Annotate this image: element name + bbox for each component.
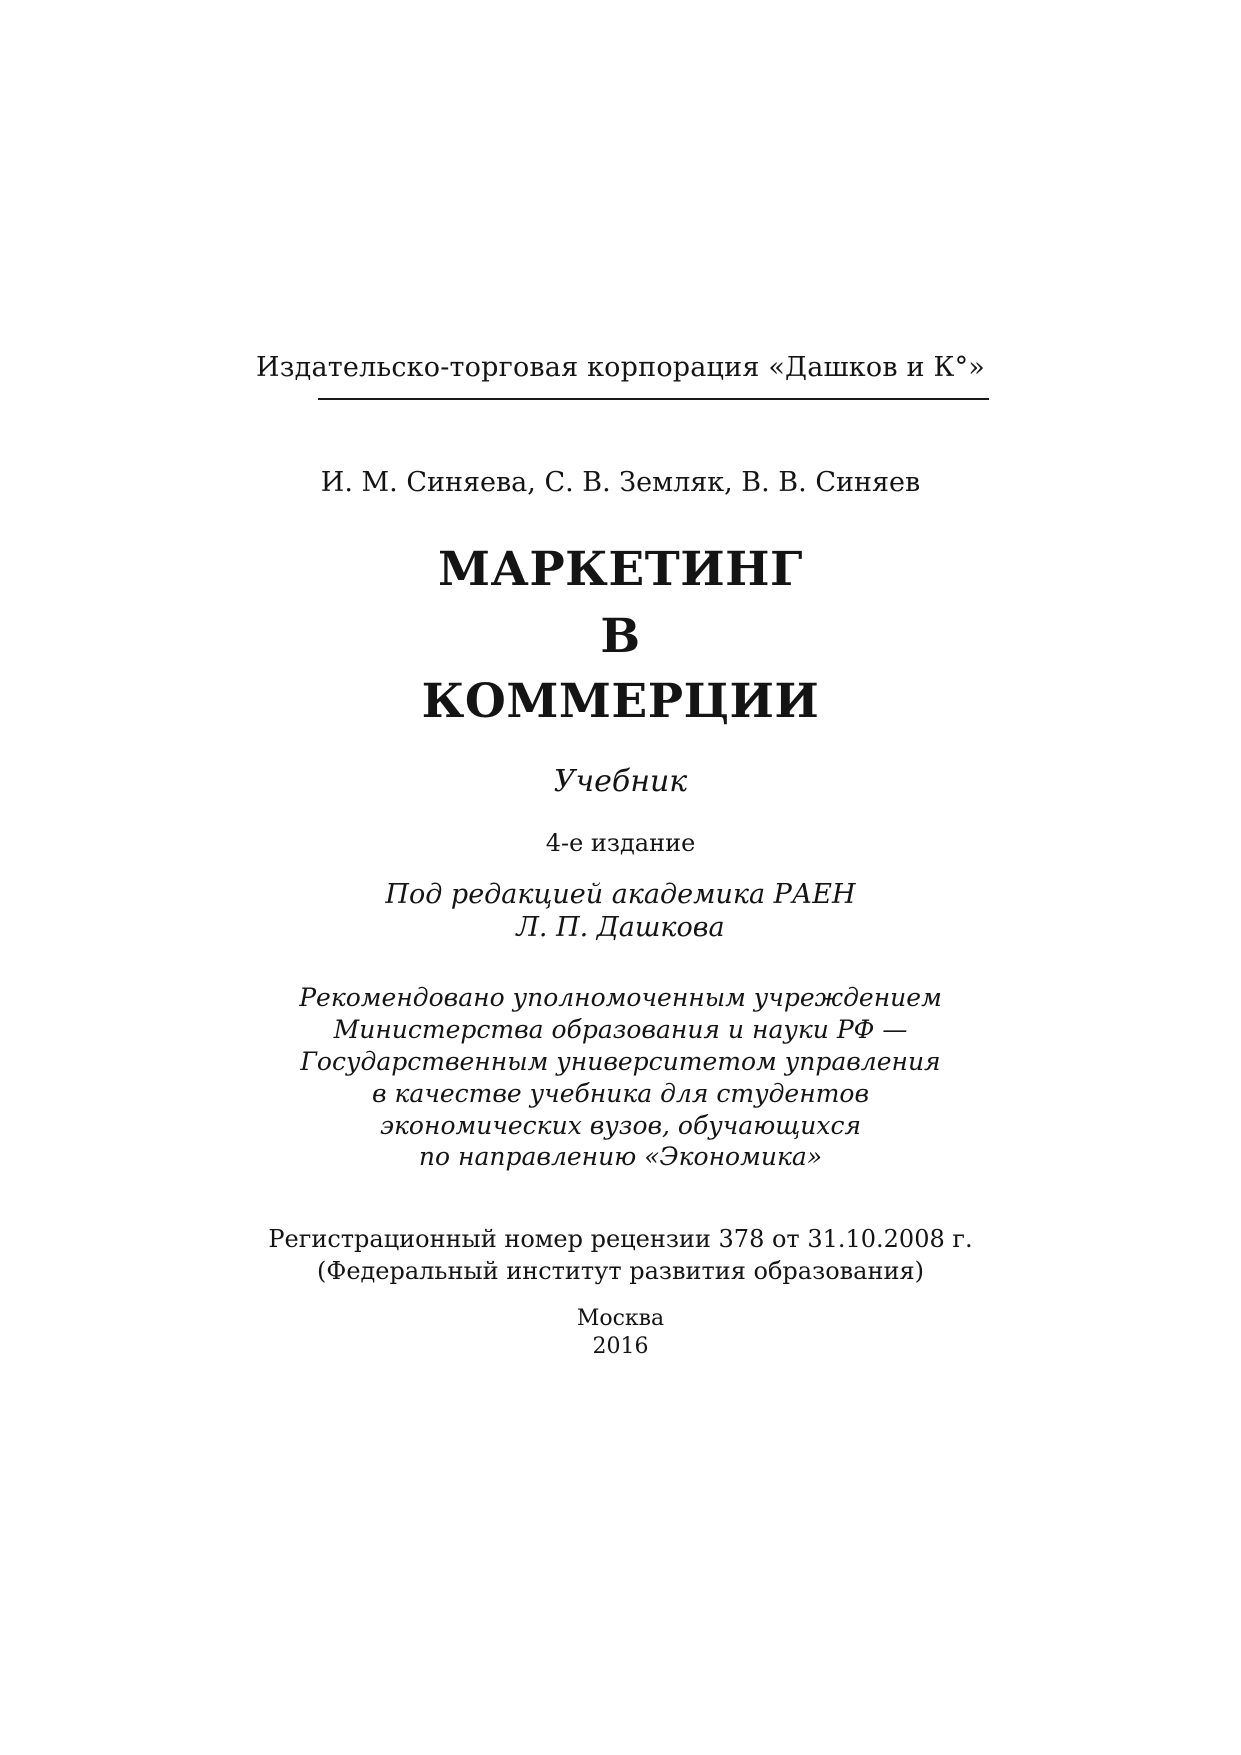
- recommendation-line: экономических вузов, обучающихся: [380, 1111, 861, 1140]
- book-title-line-2: В: [600, 609, 641, 664]
- imprint-city: Москва: [576, 1306, 665, 1331]
- imprint-year: 2016: [592, 1334, 649, 1359]
- recommendation-line: Рекомендовано уполномоченным учреждением: [299, 983, 942, 1012]
- editor-line-1: Под редакцией академика РАЕН: [385, 879, 856, 910]
- registration-institute: (Федеральный институт развития образования): [317, 1257, 924, 1285]
- authors: И. М. Синяева, С. В. Земляк, В. В. Синяев: [320, 467, 921, 498]
- registration-number: Регистрационный номер рецензии 378 от 31.10.2008 г.: [268, 1225, 973, 1253]
- recommendation-line: по направлению «Экономика»: [418, 1142, 823, 1171]
- edition: 4-е издание: [545, 829, 696, 857]
- publisher-name: Издательско-торговая корпорация «Дашков и К°»: [255, 352, 986, 383]
- publisher-divider: [318, 398, 989, 400]
- recommendation-line: Министерства образования и науки РФ —: [333, 1015, 908, 1044]
- recommendation-line: в качестве учебника для студентов: [371, 1079, 870, 1108]
- editor-line-2: Л. П. Дашкова: [516, 912, 725, 943]
- book-title-line-1: МАРКЕТИНГ: [438, 542, 803, 597]
- book-title-line-3: КОММЕРЦИИ: [421, 674, 820, 729]
- recommendation-line: Государственным университетом управления: [300, 1047, 941, 1076]
- book-type: Учебник: [553, 764, 688, 799]
